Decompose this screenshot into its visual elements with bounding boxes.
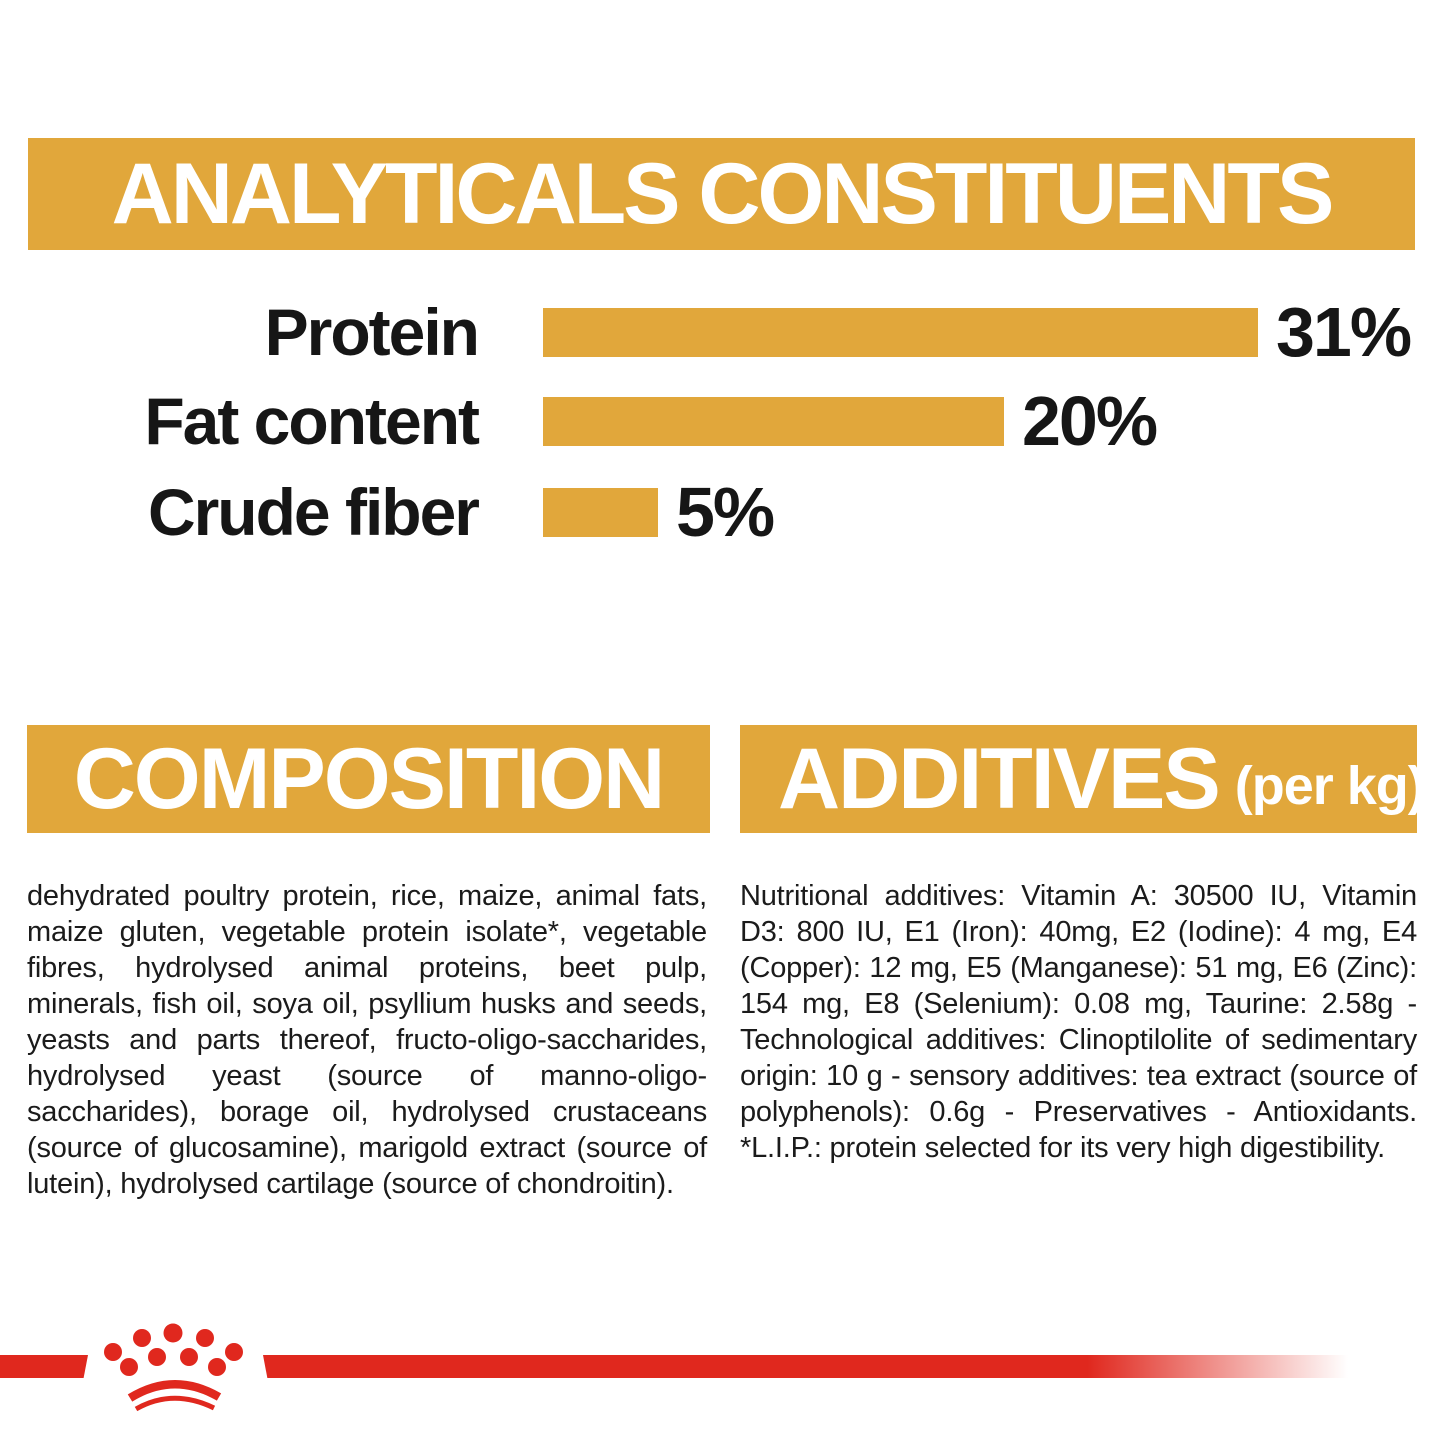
bar: [543, 488, 658, 537]
bar-label: Protein: [264, 295, 478, 369]
analyticals-banner: [28, 138, 1415, 250]
chart-row: [0, 293, 1445, 371]
royal-canin-crown-icon: [88, 1300, 263, 1420]
bar-label: Fat content: [144, 384, 478, 458]
composition-banner: [27, 725, 710, 833]
composition-body: dehydrated poultry protein, rice, maize, animal fats, maize gluten, vegetable protein isolate*, vegetable fibres, hydrolysed animal proteins, beet pulp, minerals, fish oil, soya oil, psyllium husks and seeds, yeasts and parts thereof, fructo-oligo-saccharides, hydrolysed yeast (source of manno-oligo-saccharides), borage oil, hydrolysed crustaceans (source of glucosamine), marigold extract (source of lutein), hydrolysed cartilage (source of chondroitin).: [27, 880, 707, 1200]
bar: [543, 397, 1004, 446]
analyticals-title: ANALYTICALS CONSTITUENTS: [111, 145, 1332, 242]
additives-subtitle: (per kg): [1234, 756, 1425, 816]
composition-title: COMPOSITION: [73, 730, 664, 827]
chart-row: [0, 473, 1445, 551]
additives-title: ADDITIVES: [778, 730, 1219, 827]
bar: [543, 308, 1258, 357]
brand-stripe-left: [0, 1355, 88, 1378]
bar-value: 31%: [1276, 293, 1411, 371]
brand-stripe-right: [263, 1355, 1348, 1378]
additives-body: Nutritional additives: Vitamin A: 30500 IU, Vitamin D3: 800 IU, E1 (Iron): 40mg, E2 (Iodine): 4 mg, E4 (Copper): 12 mg, E5 (Manganese): 51 mg, E6 (Zinc): 154 mg, E8 (Selenium): 0.08 mg, Taurine: 2.58g - Technological additives: Clinoptilolite of sedimentary origin: 10 g - sensory additives: tea extract (source of polyphenols): 0.6g - Preservatives - Antioxidants. *L.I.P.: protein selected for its very high digestibility.: [740, 880, 1417, 1164]
bar-value: 5%: [676, 473, 774, 551]
bar-label: Crude fiber: [147, 475, 478, 549]
additives-banner: [740, 725, 1425, 833]
chart-row: [0, 382, 1445, 460]
bar-value: 20%: [1022, 382, 1157, 460]
